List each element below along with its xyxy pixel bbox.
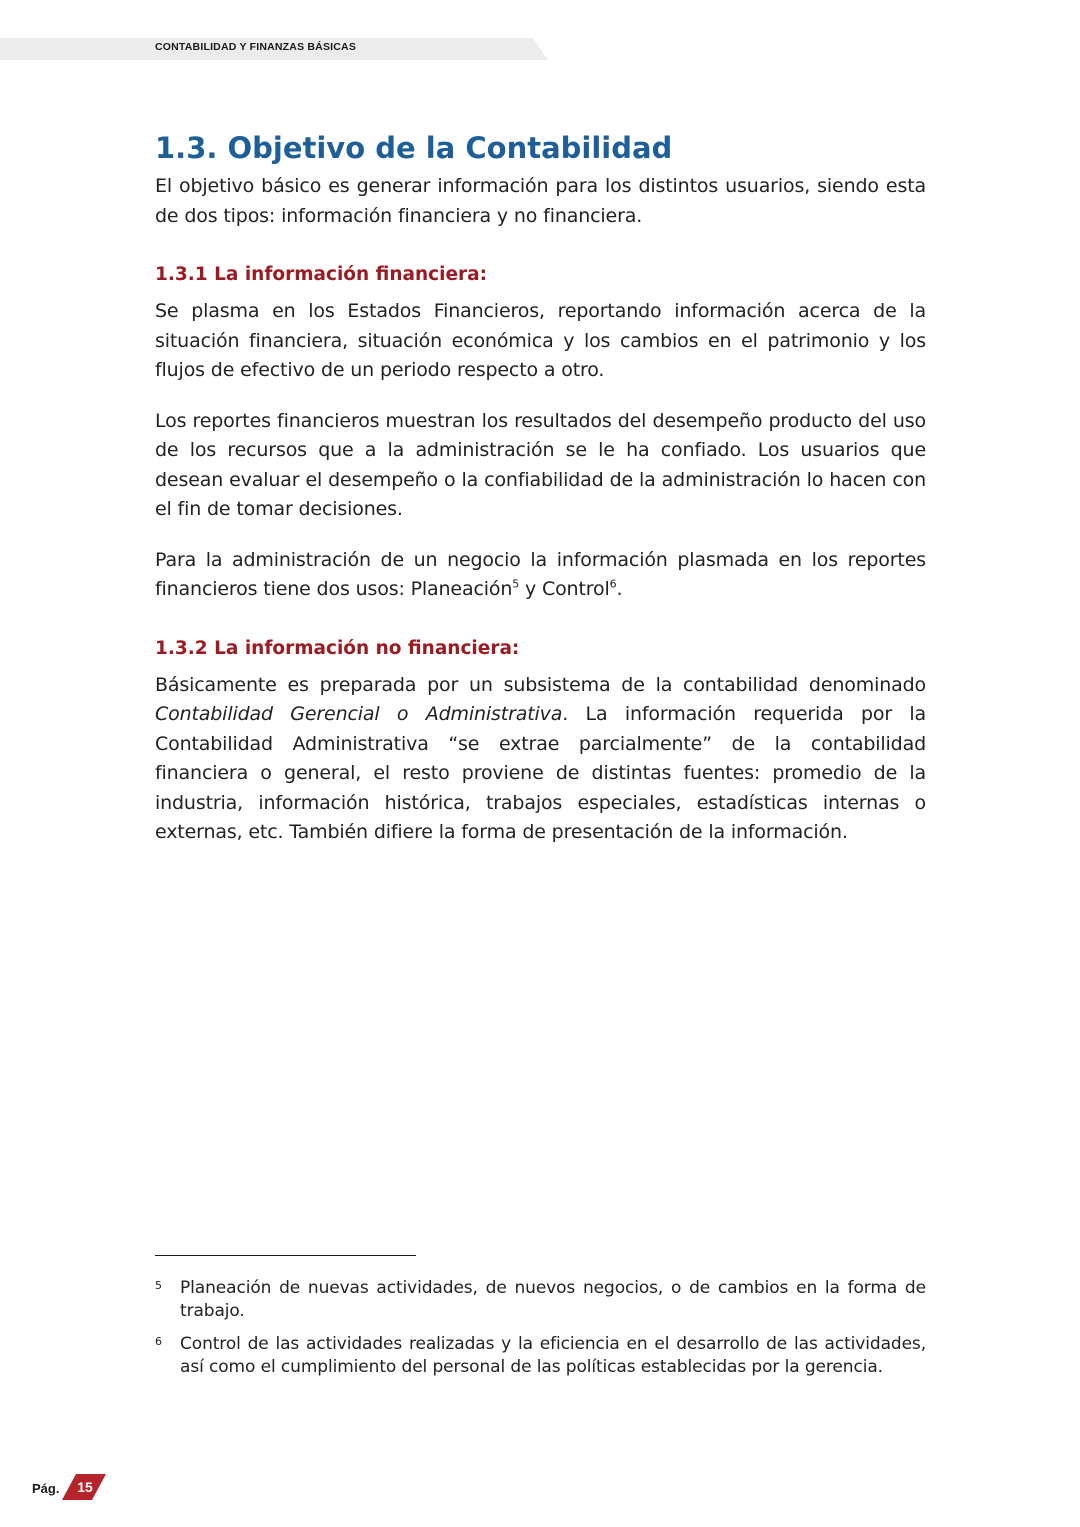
financial-paragraph-3: [155, 546, 926, 605]
financial-paragraph-2: Los reportes financieros muestran los resultados del desempeño producto del uso de los recursos que a la administración se le ha confiado. Los usuarios que desean evaluar el desempeño o la confiabilidad de la administración lo hacen con el fin de tomar decisiones.: [155, 409, 926, 520]
paragraph-text: Básicamente es preparada por un subsistema de la contabilidad denominado: [155, 673, 926, 696]
page-number: 15: [77, 1479, 93, 1495]
page-label: Pág.: [32, 1481, 60, 1496]
footnote-ref-5[interactable]: 5: [512, 577, 520, 591]
footnote-number: 5: [155, 1279, 162, 1292]
main-content: [155, 128, 926, 848]
subsection-financial-title: 1.3.1 La información financiera:: [155, 264, 488, 285]
italic-term: Contabilidad Gerencial o Administrativa: [155, 703, 563, 725]
footnote-ref-6[interactable]: 6: [609, 577, 617, 591]
footnote-6: [155, 1333, 926, 1378]
paragraph-text: . La información requerida por la Contabilidad Administrativa “se extrae parcialmente” de la contabilidad financiera o general, el resto proviene de distintas fuentes: promedio de la industria, información histórica, trabajos especiales, estadísticas internas o externas, etc. También difiere la forma de presentación de la información.: [155, 703, 926, 843]
footnote-text: Planeación de nuevas actividades, de nuevos negocios, o de cambios en la forma de trabajo.: [180, 1278, 926, 1321]
subsection-nonfinancial-title: 1.3.2 La información no financiera:: [155, 637, 520, 659]
section-intro: El objetivo básico es generar información para los distintos usuarios, siendo esta de dos tipos: información financiera y no financiera.: [155, 175, 926, 227]
paragraph-text: .: [616, 578, 623, 600]
footnote-number: 6: [155, 1335, 162, 1348]
financial-paragraph-1: Se plasma en los Estados Financieros, reportando información acerca de la situación financiera, situación económica y los cambios en el patrimonio y los flujos de efectivo de un periodo respecto a otro.: [155, 300, 926, 381]
paragraph-text: y Control: [519, 578, 610, 600]
footnote-text: Control de las actividades realizadas y la eficiencia en el desarrollo de las actividades, así como el cumplimiento del personal de las políticas establecidas por la gerencia.: [180, 1334, 926, 1377]
running-header: CONTABILIDAD Y FINANZAS BÁSICAS: [155, 41, 357, 53]
footnote-separator: [155, 1255, 416, 1256]
nonfinancial-paragraph: [155, 671, 926, 848]
section-title: 1.3. Objetivo de la Contabilidad: [155, 131, 673, 165]
footnotes: [155, 1277, 926, 1389]
footnote-5: [155, 1277, 926, 1322]
paragraph-text: Para la administración de un negocio la información plasmada en los reportes financieros tiene dos usos: Planeación: [155, 548, 926, 600]
